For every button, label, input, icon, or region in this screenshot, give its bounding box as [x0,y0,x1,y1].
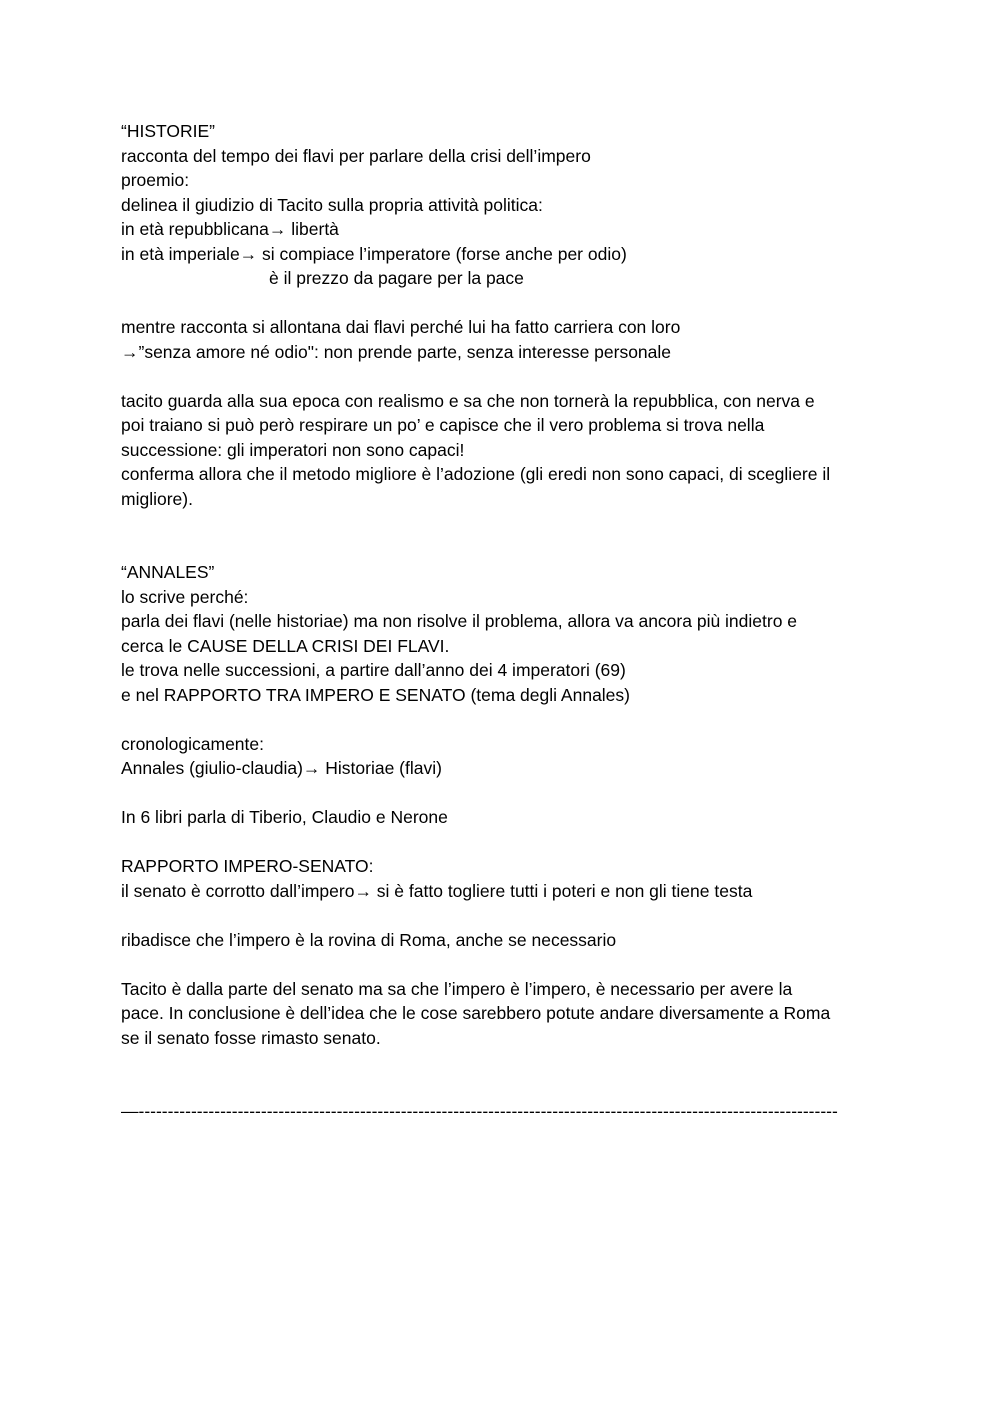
historie-line-6: è il prezzo da pagare per la pace [269,268,524,288]
chronology-label: cronologicamente: [121,733,264,754]
spacer [121,291,881,316]
annales-title: “ANNALES” [121,562,215,582]
conclusion-line-1: Tacito è dalla parte del senato ma sa che l’impero è l’impero, è necessario per avere la [121,978,793,999]
historie-para2-line-5: migliore). [121,488,193,509]
spacer [121,364,881,389]
historie-para2-line-3: successione: gli imperatori non sono capaci! [121,439,465,460]
historie-line-5: in età imperiale→ si compiace l’imperatore (forse anche per odio) [121,243,627,264]
historie-para2-line-2: poi traiano si può però respirare un po’ e capisce che il vero problema si trova nella [121,415,765,435]
spacer [121,903,881,928]
ribadisce-line: ribadisce che l’impero è la rovina di Roma, anche se necessario [121,929,617,950]
historie-line-3: delinea il giudizio di Tacito sulla propria attività politica: [121,194,543,215]
conclusion-line-3: se il senato fosse rimasto senato. [121,1027,381,1048]
annales-line-1: lo scrive perché: [121,586,249,607]
historie-line-2: proemio: [121,170,190,190]
annales-line-4: le trova nelle successioni, a partire dall’anno dei 4 imperatori (69) [121,660,626,680]
annales-line-5: e nel RAPPORTO TRA IMPERO E SENATO (tema degli Annales) [121,684,630,705]
annales-line-3: cerca le CAUSE DELLA CRISI DEI FLAVI. [121,635,450,656]
spacer [121,511,881,560]
spacer [121,781,881,806]
separator-line: —------------------------------------------------------------------------------------------------------------------------ [121,1100,838,1121]
rapporto-line: il senato è corrotto dall’impero→ si è fatto togliere tutti i poteri e non gli tiene testa [121,880,753,901]
rapporto-title: RAPPORTO IMPERO-SENATO: [121,856,374,876]
historie-para2-line-4: conferma allora che il metodo migliore è l’adozione (gli eredi non sono capaci, di scegliere il [121,464,831,484]
historie-line-4: in età repubblicana→ libertà [121,219,339,239]
spacer [121,830,881,855]
spacer [121,1050,881,1075]
books-line: In 6 libri parla di Tiberio, Claudio e Nerone [121,807,448,827]
chronology-value: Annales (giulio-claudia)→ Historiae (flavi) [121,758,442,778]
historie-para2-line-1: tacito guarda alla sua epoca con realismo e sa che non tornerà la repubblica, con nerva e [121,390,815,411]
historie-para1-line-2: →”senza amore né odio": non prende parte, senza interesse personale [121,341,672,362]
annales-line-2: parla dei flavi (nelle historiae) ma non risolve il problema, allora va ancora più indietro e [121,611,798,631]
historie-line-1: racconta del tempo dei flavi per parlare della crisi dell’impero [121,145,591,166]
conclusion-line-2: pace. In conclusione è dell’idea che le cose sarebbero potute andare diversamente a Roma [121,1003,831,1023]
spacer [121,707,881,732]
historie-title: “HISTORIE” [121,121,215,141]
document-page [121,119,881,1123]
spacer [121,952,881,977]
historie-para1-line-1: mentre racconta si allontana dai flavi perché lui ha fatto carriera con loro [121,317,681,337]
